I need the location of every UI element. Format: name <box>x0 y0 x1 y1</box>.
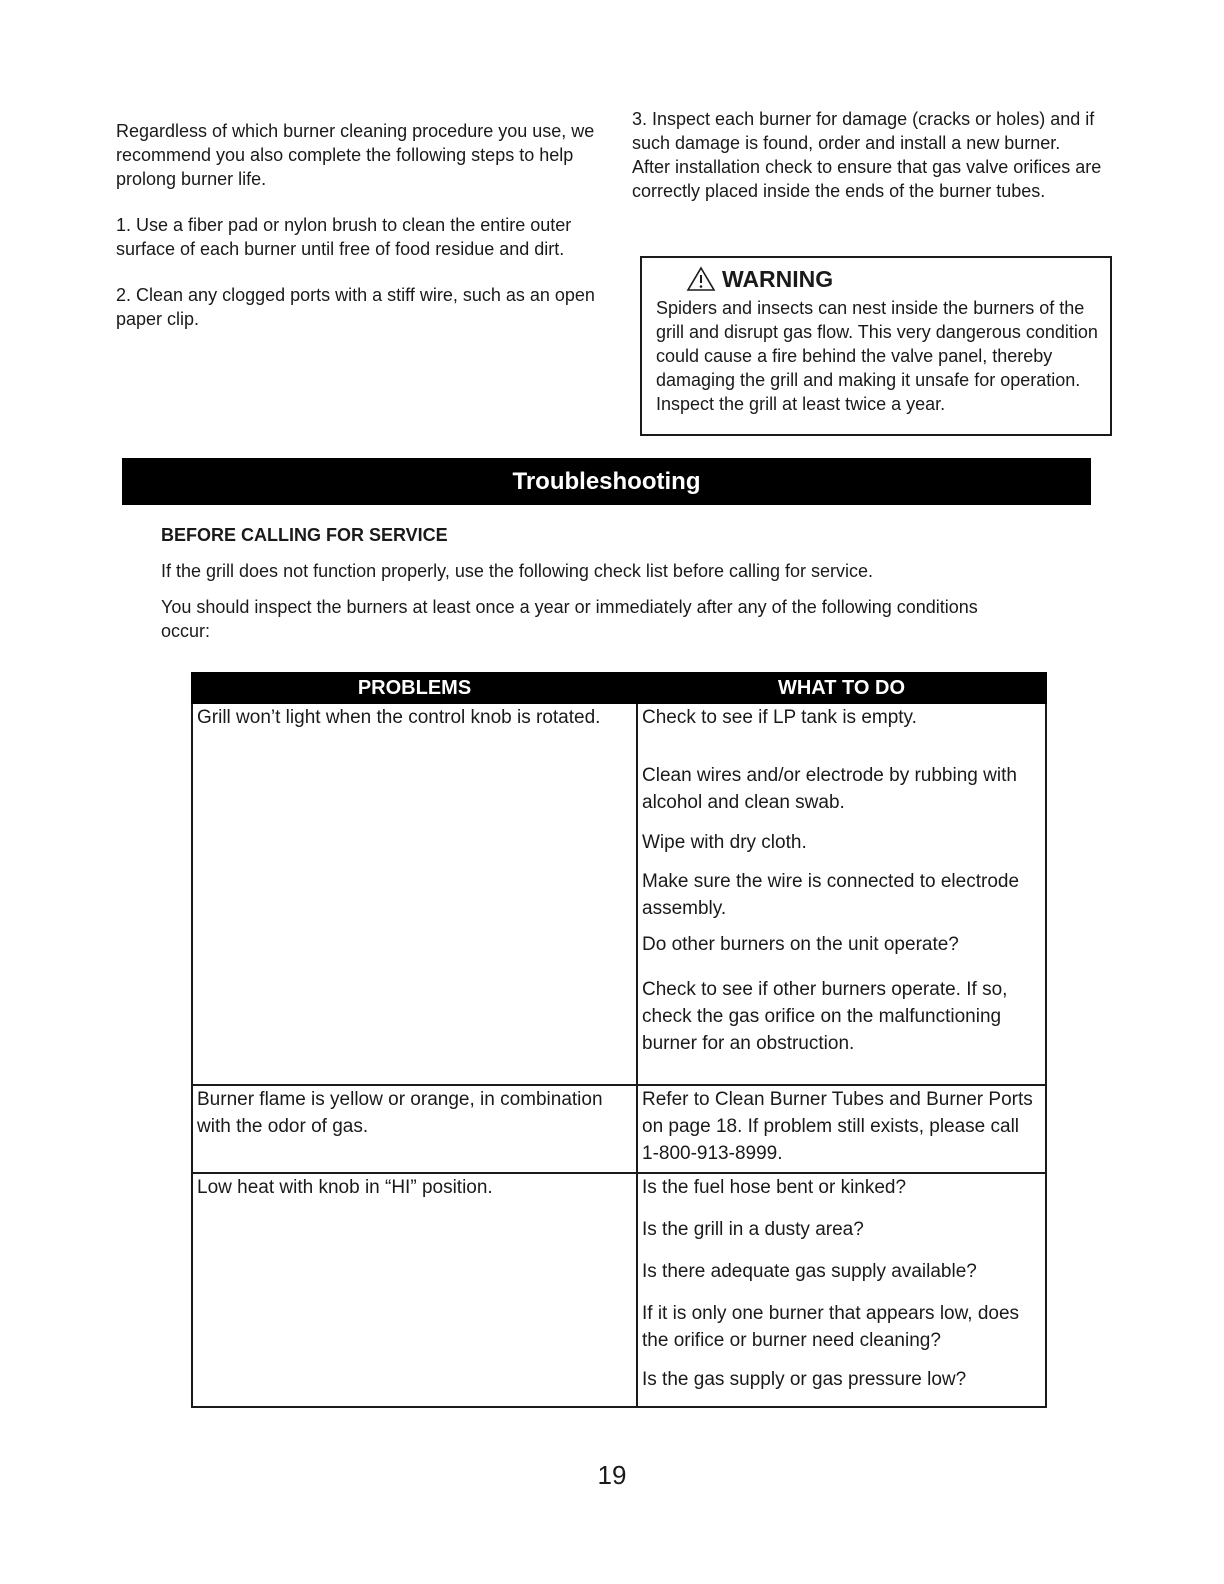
header-problems: PROBLEMS <box>192 673 637 703</box>
right-column <box>632 107 1102 203</box>
page-number: 19 <box>597 1460 627 1490</box>
todo-item: Do other burners on the unit operate? <box>642 934 959 955</box>
step-1: 1. Use a fiber pad or nylon brush to clean the entire outer surface of each burner until free of food residue and dirt. <box>116 215 572 259</box>
todo-item: Check to see if other burners operate. If so, check the gas orifice on the malfunctioning burner for an obstruction. <box>642 979 1008 1054</box>
todo-cell <box>637 1173 1046 1407</box>
section-intro-1: If the grill does not function properly, use the following check list before calling for service. <box>161 561 874 581</box>
todo-item: If it is only one burner that appears low, does the orifice or burner need cleaning? <box>642 1303 1020 1351</box>
step-3: 3. Inspect each burner for damage (cracks or holes) and if such damage is found, order and install a new burner. After installation check to ensure that gas valve orifices are correctly placed inside the ends of the burner tubes. <box>632 109 1102 201</box>
todo-item: Make sure the wire is connected to electrode assembly. <box>642 871 1020 919</box>
todo-item: Refer to Clean Burner Tubes and Burner Ports on page 18. If problem still exists, please call 1-800-913-8999. <box>642 1089 1033 1164</box>
troubleshooting-table <box>191 672 1047 1408</box>
warning-triangle-icon <box>686 266 716 292</box>
left-column <box>116 119 596 331</box>
todo-item: Is the gas supply or gas pressure low? <box>642 1369 967 1390</box>
problem-cell: Burner flame is yellow or orange, in combination with the odor of gas. <box>192 1085 637 1173</box>
warning-box <box>640 256 1112 436</box>
burner-care-intro: Regardless of which burner cleaning procedure you use, we recommend you also complete the following steps to help prolong burner life. <box>116 121 595 189</box>
table-row <box>192 703 1046 1085</box>
table-row <box>192 1085 1046 1173</box>
todo-item: Wipe with dry cloth. <box>642 832 807 853</box>
todo-item: Is there adequate gas supply available? <box>642 1261 977 1282</box>
problem-cell: Grill won’t light when the control knob is rotated. <box>192 703 637 1085</box>
section-heading: BEFORE CALLING FOR SERVICE <box>161 525 448 545</box>
warning-title: WARNING <box>722 266 834 292</box>
todo-item: Is the grill in a dusty area? <box>642 1219 864 1240</box>
problem-cell: Low heat with knob in “HI” position. <box>192 1173 637 1407</box>
todo-item: Clean wires and/or electrode by rubbing with alcohol and clean swab. <box>642 765 1017 813</box>
section-banner: Troubleshooting <box>122 458 1091 505</box>
todo-cell <box>637 1085 1046 1173</box>
warning-header <box>686 264 1100 294</box>
table-header-row <box>192 673 1046 703</box>
todo-item: Check to see if LP tank is empty. <box>642 707 917 728</box>
header-what-to-do: WHAT TO DO <box>637 673 1046 703</box>
step-2: 2. Clean any clogged ports with a stiff wire, such as an open paper clip. <box>116 285 595 329</box>
table-row <box>192 1173 1046 1407</box>
section-intro-2: You should inspect the burners at least once a year or immediately after any of the following conditions occur: <box>161 597 978 641</box>
todo-cell <box>637 703 1046 1085</box>
warning-text: Spiders and insects can nest inside the burners of the grill and disrupt gas flow. This very dangerous condition could cause a fire behind the valve panel, thereby damaging the grill and making it unsafe for operation. Inspect the grill at least twice a year. <box>656 298 1098 414</box>
todo-item: Is the fuel hose bent or kinked? <box>642 1177 907 1198</box>
